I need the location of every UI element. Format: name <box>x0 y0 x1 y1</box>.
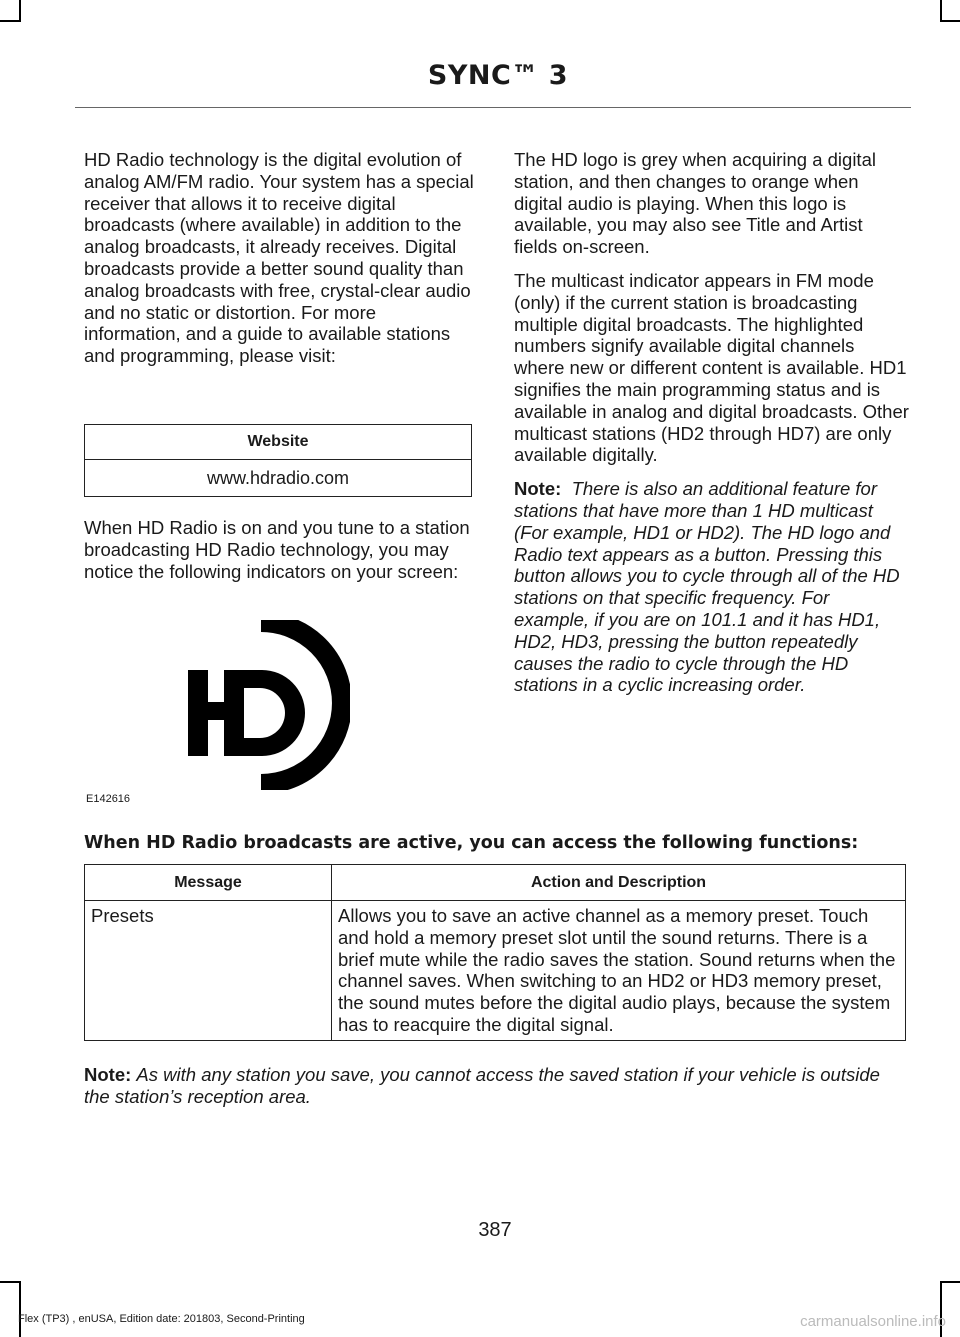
functions-table <box>84 864 906 1041</box>
reception-note <box>84 1064 904 1108</box>
note-label: Note: <box>84 1064 132 1085</box>
crop-mark <box>940 0 942 22</box>
crop-mark <box>19 1281 21 1337</box>
page-title: SYNC™ 3 <box>427 60 568 91</box>
row-message: Presets <box>85 901 332 1041</box>
column-header-action: Action and Description <box>332 865 906 901</box>
right-column <box>514 149 909 708</box>
crop-mark <box>940 1281 960 1283</box>
watermark: carmanualsonline.info <box>800 1313 946 1330</box>
crop-mark <box>0 20 21 22</box>
functions-heading: When HD Radio broadcasts are active, you can access the following functions: <box>84 833 859 853</box>
multicast-paragraph: The multicast indicator appears in FM mode (only) if the current station is broadcasting multiple digital broadcasts. The highlighted numbers signify available digital channels where new or different content is available. HD1 signifies the main programming status and is available in analog and digital broadcasts. Other multicast stations (HD2 through HD7) are only available digitally. <box>514 269 909 466</box>
footer-edition: Flex (TP3) , enUSA, Edition date: 201803, Second-Printing <box>18 1313 305 1325</box>
website-table-header: Website <box>85 425 472 460</box>
note-label: Note: <box>514 478 562 500</box>
table-row <box>85 901 906 1041</box>
row-description: Allows you to save an active channel as a memory preset. Touch and hold a memory preset slot until the sound returns. There is a brief mute while the radio saves the station. Sound returns when the channel saves. When switching to an HD2 or HD3 memory preset, the sound mutes before the digital audio plays, because the system has to reacquire the digital signal. <box>332 901 906 1041</box>
website-link[interactable]: www.hdradio.com <box>85 460 472 497</box>
hd-logo-paragraph: The HD logo is grey when acquiring a digital station, and then changes to orange when digital audio is playing. When this logo is available, you may also see Title and Artist fields on-screen. <box>514 149 876 258</box>
column-header-message: Message <box>85 865 332 901</box>
left-column-indicators <box>84 517 476 582</box>
header-divider <box>75 107 911 108</box>
crop-mark <box>940 20 960 22</box>
note-text: There is also an additional feature for stations that have more than 1 HD multicast (For example, HD1 or HD2). The HD logo and Radio text appears as a button. Pressing this button allows you to cycle through all of the HD stations on that specific frequency. For example, if you are on 101.1 and it has HD1, HD2, HD3, pressing the button repeatedly causes the radio to cycle through the HD stations in a cyclic increasing order. <box>514 478 900 696</box>
hd-radio-logo-icon <box>180 620 350 790</box>
intro-paragraph: HD Radio technology is the digital evolution of analog AM/FM radio. Your system has a special receiver that allows it to receive digital broadcasts (where available) in addition to the analog broadcasts, it already receives. Digital broadcasts provide a better sound quality than analog broadcasts with free, crystal-clear audio and no static or distortion. For more information, and a guide to available stations and programming, please visit: <box>84 149 474 367</box>
multicast-note <box>514 478 909 696</box>
note-text: As with any station you save, you cannot access the saved station if your vehicle is outside the station’s reception area. <box>84 1064 880 1107</box>
crop-mark <box>19 0 21 22</box>
figure-id: E142616 <box>86 793 131 805</box>
website-table <box>84 424 472 497</box>
crop-mark <box>0 1281 21 1283</box>
left-column-intro <box>84 149 474 367</box>
indicators-paragraph: When HD Radio is on and you tune to a station broadcasting HD Radio technology, you may notice the following indicators on your screen: <box>84 517 470 582</box>
page-number: 387 <box>478 1219 512 1241</box>
